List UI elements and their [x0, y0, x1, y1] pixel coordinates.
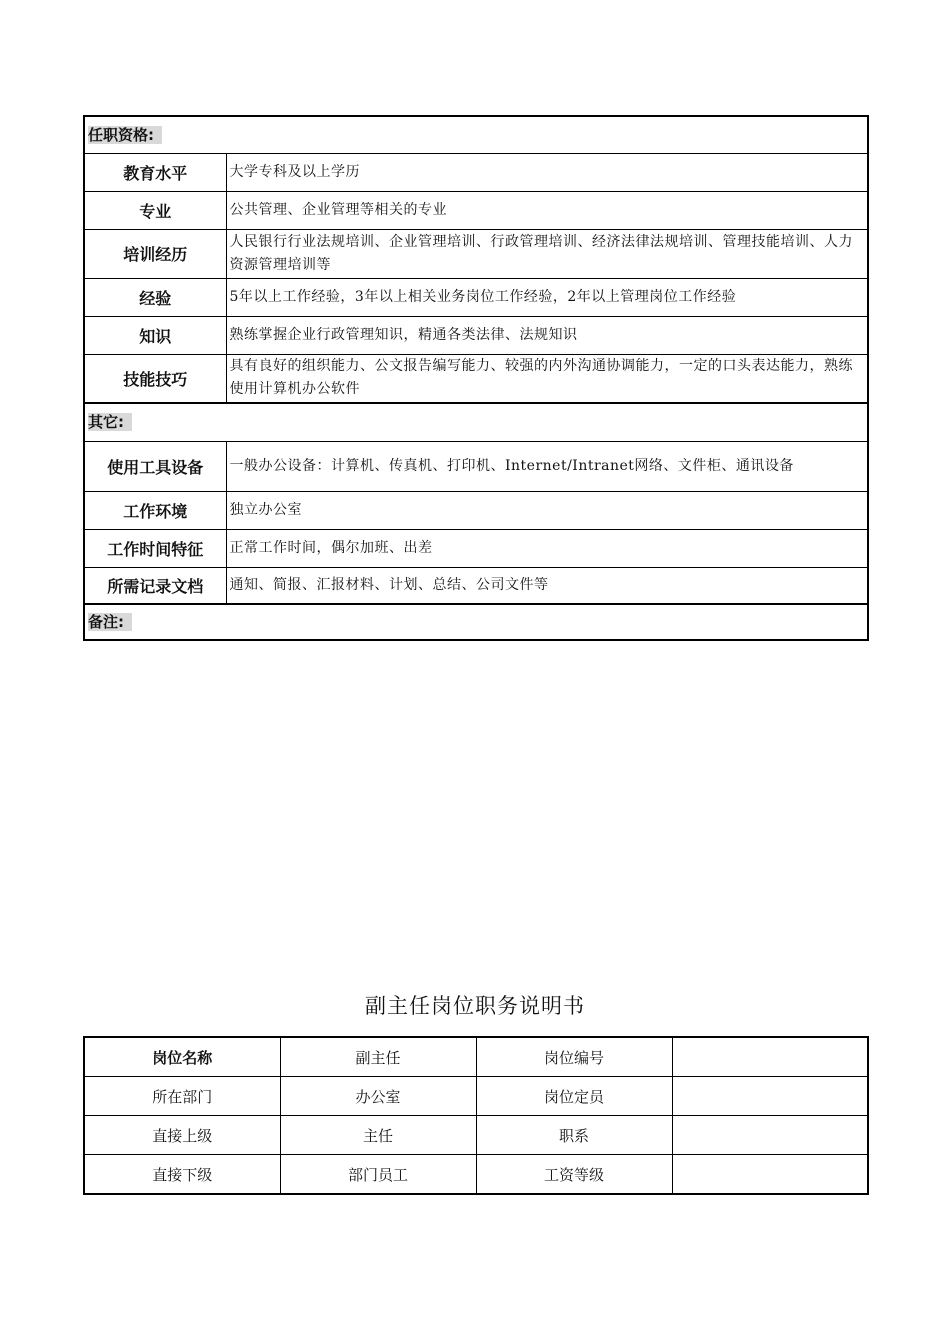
- job-family-label: 职系: [476, 1116, 672, 1155]
- table-row: [84, 191, 868, 229]
- direct-superior-value: 主任: [280, 1116, 476, 1155]
- row-value: 5年以上工作经验，3年以上相关业务岗位工作经验，2年以上管理岗位工作经验: [226, 278, 868, 316]
- table-row: [84, 1037, 868, 1077]
- direct-subordinate-label: 直接下级: [84, 1155, 280, 1195]
- row-value: 一般办公设备：计算机、传真机、打印机、Internet/Intranet网络、文件柜、通讯设备: [226, 441, 868, 491]
- position-info-table: [83, 1036, 869, 1195]
- table-row: [84, 529, 868, 567]
- row-value: 公共管理、企业管理等相关的专业: [226, 191, 868, 229]
- direct-subordinate-value: 部门员工: [280, 1155, 476, 1195]
- document-title: 副主任岗位职务说明书: [365, 994, 585, 1018]
- department-value: 办公室: [280, 1077, 476, 1116]
- row-value: 人民银行行业法规培训、企业管理培训、行政管理培训、经济法律法规培训、管理技能培训、人力资源管理培训等: [226, 229, 868, 278]
- headcount-label: 岗位定员: [476, 1077, 672, 1116]
- row-value: 正常工作时间，偶尔加班、出差: [226, 529, 868, 567]
- row-label: 工作环境: [84, 491, 226, 529]
- direct-superior-label: 直接上级: [84, 1116, 280, 1155]
- row-value: 具有良好的组织能力、公文报告编写能力、较强的内外沟通协调能力，一定的口头表达能力，熟练使用计算机办公软件: [226, 354, 868, 403]
- salary-grade-label: 工资等级: [476, 1155, 672, 1195]
- department-label: 所在部门: [84, 1077, 280, 1116]
- row-label: 技能技巧: [84, 354, 226, 403]
- row-value: 独立办公室: [226, 491, 868, 529]
- table-row: [84, 441, 868, 491]
- row-value: 熟练掌握企业行政管理知识，精通各类法律、法规知识: [226, 316, 868, 354]
- row-label: 所需记录文档: [84, 567, 226, 604]
- table-row: [84, 229, 868, 278]
- table-row: [84, 491, 868, 529]
- row-label: 教育水平: [84, 153, 226, 191]
- position-code-label: 岗位编号: [476, 1037, 672, 1077]
- qualifications-table: [83, 115, 869, 641]
- row-label: 专业: [84, 191, 226, 229]
- qualifications-section-header: [84, 116, 868, 153]
- position-code-value: [672, 1037, 868, 1077]
- table-row: [84, 1116, 868, 1155]
- row-label: 经验: [84, 278, 226, 316]
- table-row: [84, 1077, 868, 1116]
- other-section-label: 其它:: [88, 413, 132, 431]
- headcount-value: [672, 1077, 868, 1116]
- row-label: 使用工具设备: [84, 441, 226, 491]
- remarks-section-header: [84, 604, 868, 640]
- position-name-value: 副主任: [280, 1037, 476, 1077]
- qualifications-section-label: 任职资格:: [88, 126, 162, 144]
- salary-grade-value: [672, 1155, 868, 1195]
- table-row: [84, 354, 868, 403]
- table-row: [84, 278, 868, 316]
- position-name-label: 岗位名称: [84, 1037, 280, 1077]
- row-label: 工作时间特征: [84, 529, 226, 567]
- table-row: [84, 1155, 868, 1195]
- remarks-section-label: 备注:: [88, 613, 132, 631]
- row-value: 大学专科及以上学历: [226, 153, 868, 191]
- table-row: [84, 316, 868, 354]
- table-row: [84, 153, 868, 191]
- row-label: 培训经历: [84, 229, 226, 278]
- table-row: [84, 567, 868, 604]
- row-label: 知识: [84, 316, 226, 354]
- row-value: 通知、简报、汇报材料、计划、总结、公司文件等: [226, 567, 868, 604]
- job-family-value: [672, 1116, 868, 1155]
- other-section-header: [84, 403, 868, 441]
